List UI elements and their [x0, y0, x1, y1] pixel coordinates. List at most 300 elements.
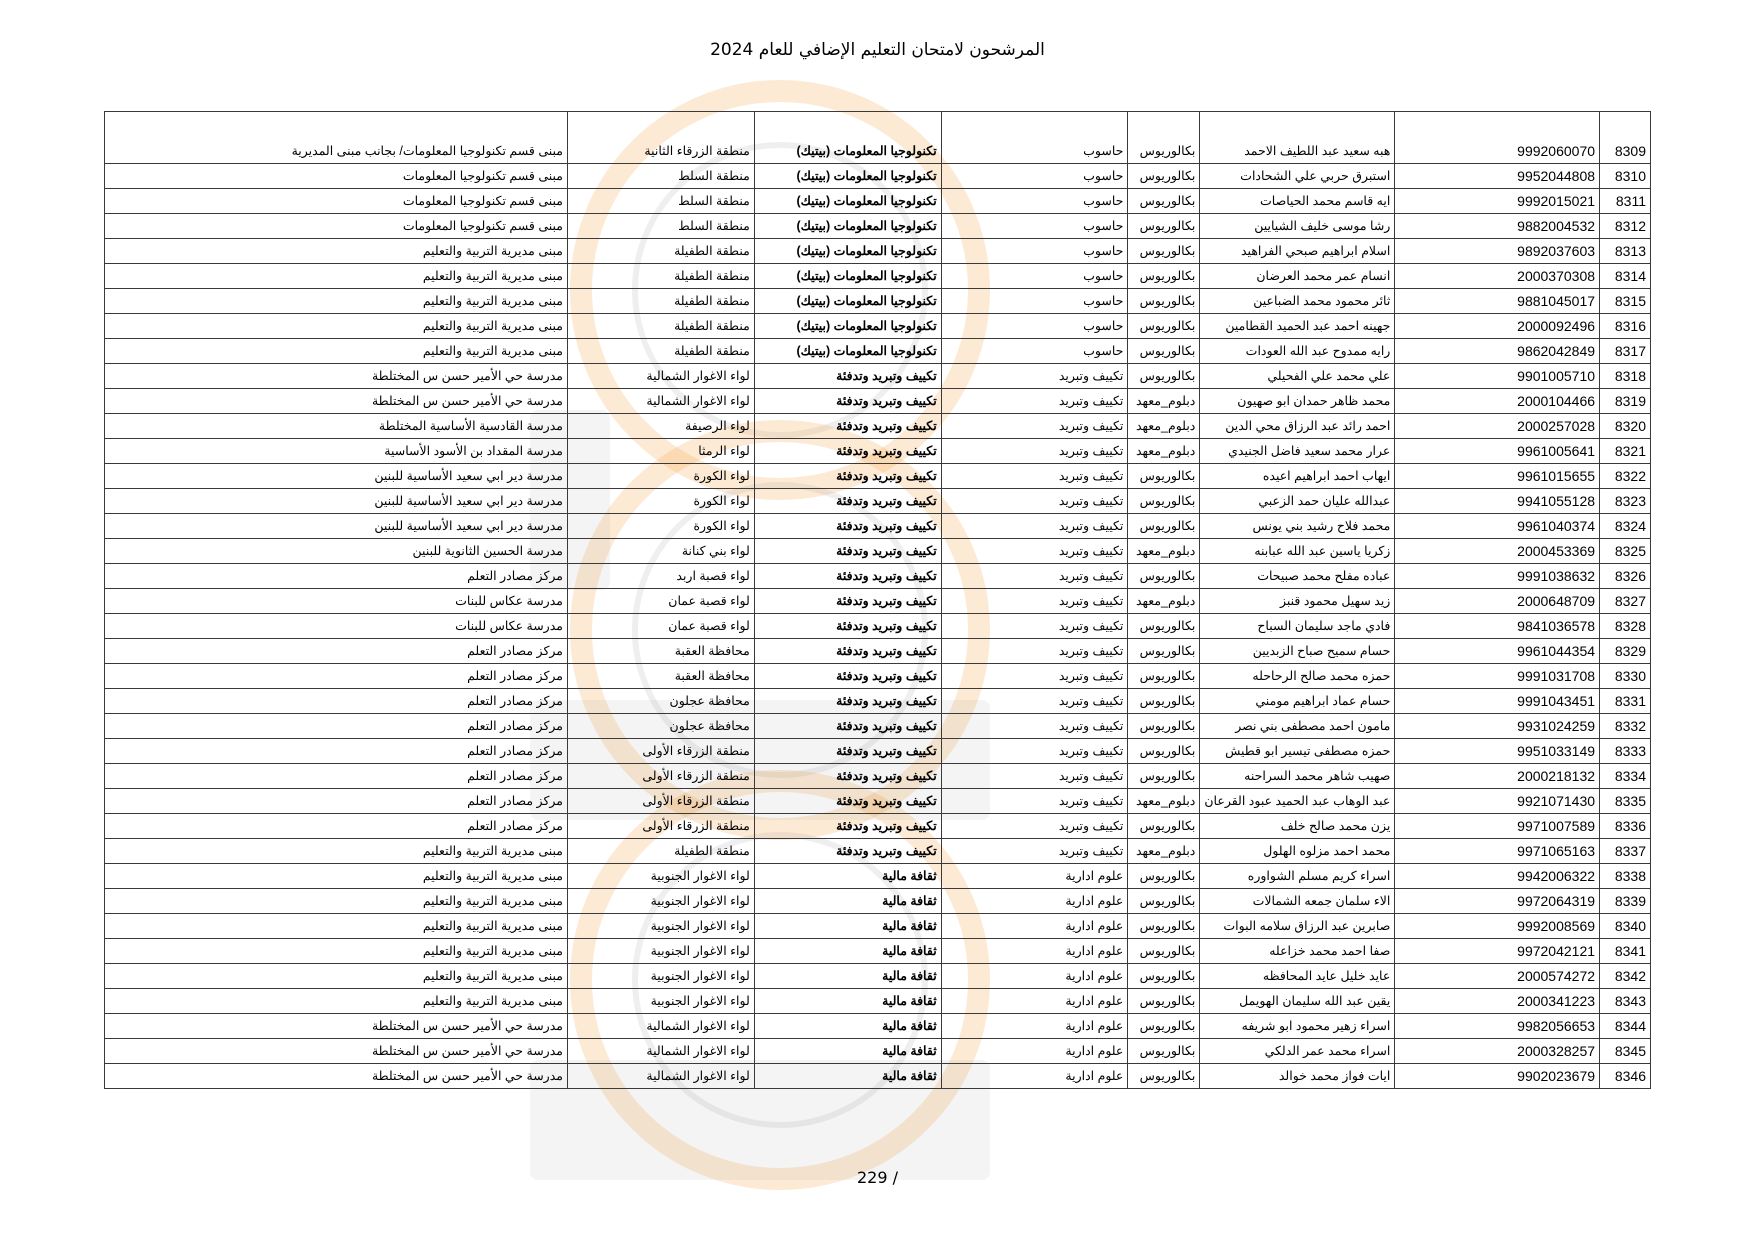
sequence-number-cell: 8315: [1600, 289, 1651, 314]
major-cell: حاسوب: [941, 289, 1128, 314]
specialty-cell: تكييف وتبريد وتدفئة: [754, 789, 941, 814]
exam-center-cell: مركز مصادر التعلم: [105, 639, 568, 664]
table-row: [105, 989, 1651, 1014]
exam-center-cell: مدرسة عكاس للبنات: [105, 589, 568, 614]
region-cell: منطقة الزرقاء الأولى: [567, 789, 754, 814]
region-cell: لواء قصبة عمان: [567, 589, 754, 614]
national-id-cell: 9961005641: [1395, 439, 1600, 464]
exam-center-cell: مركز مصادر التعلم: [105, 764, 568, 789]
major-cell: حاسوب: [941, 239, 1128, 264]
specialty-cell: تكييف وتبريد وتدفئة: [754, 614, 941, 639]
region-cell: لواء الاغوار الشمالية: [567, 1064, 754, 1089]
specialty-cell: تكييف وتبريد وتدفئة: [754, 814, 941, 839]
specialty-cell: تكنولوجيا المعلومات (بيتيك): [754, 189, 941, 214]
national-id-cell: 2000370308: [1395, 264, 1600, 289]
exam-center-cell: مبنى مديرية التربية والتعليم: [105, 914, 568, 939]
degree-cell: بكالوريوس: [1128, 214, 1200, 239]
specialty-cell: تكييف وتبريد وتدفئة: [754, 414, 941, 439]
region-cell: محافظة عجلون: [567, 714, 754, 739]
table-row: [105, 764, 1651, 789]
candidate-name-cell: اسراء كريم مسلم الشواوره: [1200, 864, 1395, 889]
region-cell: لواء الاغوار الشمالية: [567, 1039, 754, 1064]
degree-cell: بكالوريوس: [1128, 614, 1200, 639]
region-cell: لواء الاغوار الجنوبية: [567, 964, 754, 989]
exam-center-cell: مبنى قسم تكنولوجيا المعلومات/ بجانب مبنى المديرية: [105, 112, 568, 164]
region-cell: محافظة عجلون: [567, 689, 754, 714]
sequence-number-cell: 8312: [1600, 214, 1651, 239]
major-cell: حاسوب: [941, 189, 1128, 214]
table-row: [105, 389, 1651, 414]
table-row: [105, 1014, 1651, 1039]
candidate-name-cell: ثائر محمود محمد الضباعين: [1200, 289, 1395, 314]
sequence-number-cell: 8319: [1600, 389, 1651, 414]
table-row: [105, 214, 1651, 239]
degree-cell: بكالوريوس: [1128, 314, 1200, 339]
degree-cell: بكالوريوس: [1128, 814, 1200, 839]
exam-center-cell: مبنى مديرية التربية والتعليم: [105, 839, 568, 864]
sequence-number-cell: 8337: [1600, 839, 1651, 864]
national-id-cell: 9882004532: [1395, 214, 1600, 239]
national-id-cell: 9862042849: [1395, 339, 1600, 364]
candidate-name-cell: زيد سهيل محمود قنبز: [1200, 589, 1395, 614]
table-row: [105, 639, 1651, 664]
candidate-name-cell: عبد الوهاب عبد الحميد عبود القرعان: [1200, 789, 1395, 814]
candidate-name-cell: يقين عبد الله سليمان الهويمل: [1200, 989, 1395, 1014]
degree-cell: بكالوريوس: [1128, 689, 1200, 714]
sequence-number-cell: 8331: [1600, 689, 1651, 714]
national-id-cell: 2000341223: [1395, 989, 1600, 1014]
sequence-number-cell: 8332: [1600, 714, 1651, 739]
region-cell: منطقة السلط: [567, 189, 754, 214]
candidate-name-cell: جهينه احمد عبد الحميد القطامين: [1200, 314, 1395, 339]
specialty-cell: تكييف وتبريد وتدفئة: [754, 364, 941, 389]
table-row: [105, 614, 1651, 639]
candidate-name-cell: مامون احمد مصطفى بني نصر: [1200, 714, 1395, 739]
degree-cell: بكالوريوس: [1128, 514, 1200, 539]
specialty-cell: ثقافة مالية: [754, 939, 941, 964]
exam-center-cell: مركز مصادر التعلم: [105, 689, 568, 714]
region-cell: لواء الكورة: [567, 514, 754, 539]
degree-cell: دبلوم_معهد: [1128, 414, 1200, 439]
major-cell: علوم ادارية: [941, 989, 1128, 1014]
sequence-number-cell: 8311: [1600, 189, 1651, 214]
major-cell: علوم ادارية: [941, 914, 1128, 939]
exam-center-cell: مدرسة عكاس للبنات: [105, 614, 568, 639]
exam-center-cell: مدرسة دير ابي سعيد الأساسية للبنين: [105, 514, 568, 539]
candidate-name-cell: صابرين عبد الرزاق سلامه البوات: [1200, 914, 1395, 939]
specialty-cell: تكييف وتبريد وتدفئة: [754, 564, 941, 589]
sequence-number-cell: 8323: [1600, 489, 1651, 514]
candidate-name-cell: عباده مفلح محمد صبيحات: [1200, 564, 1395, 589]
degree-cell: دبلوم_معهد: [1128, 789, 1200, 814]
specialty-cell: تكييف وتبريد وتدفئة: [754, 839, 941, 864]
sequence-number-cell: 8343: [1600, 989, 1651, 1014]
degree-cell: دبلوم_معهد: [1128, 539, 1200, 564]
region-cell: منطقة الطفيلة: [567, 264, 754, 289]
specialty-cell: تكييف وتبريد وتدفئة: [754, 464, 941, 489]
table-row: [105, 864, 1651, 889]
national-id-cell: 2000218132: [1395, 764, 1600, 789]
specialty-cell: تكييف وتبريد وتدفئة: [754, 389, 941, 414]
exam-center-cell: مدرسة دير ابي سعيد الأساسية للبنين: [105, 489, 568, 514]
major-cell: تكييف وتبريد: [941, 489, 1128, 514]
exam-center-cell: مبنى مديرية التربية والتعليم: [105, 889, 568, 914]
national-id-cell: 9941055128: [1395, 489, 1600, 514]
specialty-cell: تكييف وتبريد وتدفئة: [754, 589, 941, 614]
national-id-cell: 2000328257: [1395, 1039, 1600, 1064]
degree-cell: بكالوريوس: [1128, 864, 1200, 889]
sequence-number-cell: 8335: [1600, 789, 1651, 814]
sequence-number-cell: 8345: [1600, 1039, 1651, 1064]
region-cell: منطقة الطفيلة: [567, 239, 754, 264]
national-id-cell: 9972042121: [1395, 939, 1600, 964]
candidate-name-cell: صهيب شاهر محمد السراحنه: [1200, 764, 1395, 789]
degree-cell: بكالوريوس: [1128, 189, 1200, 214]
major-cell: تكييف وتبريد: [941, 589, 1128, 614]
degree-cell: بكالوريوس: [1128, 289, 1200, 314]
exam-center-cell: مدرسة حي الأمير حسن س المختلطة: [105, 364, 568, 389]
specialty-cell: تكييف وتبريد وتدفئة: [754, 664, 941, 689]
table-row: [105, 964, 1651, 989]
national-id-cell: 9961015655: [1395, 464, 1600, 489]
candidate-name-cell: زكريا ياسين عبد الله عبابنه: [1200, 539, 1395, 564]
specialty-cell: ثقافة مالية: [754, 1014, 941, 1039]
sequence-number-cell: 8314: [1600, 264, 1651, 289]
region-cell: منطقة السلط: [567, 214, 754, 239]
specialty-cell: ثقافة مالية: [754, 889, 941, 914]
sequence-number-cell: 8313: [1600, 239, 1651, 264]
specialty-cell: ثقافة مالية: [754, 964, 941, 989]
table-row: [105, 1039, 1651, 1064]
degree-cell: بكالوريوس: [1128, 889, 1200, 914]
major-cell: تكييف وتبريد: [941, 539, 1128, 564]
exam-center-cell: مبنى قسم تكنولوجيا المعلومات: [105, 189, 568, 214]
sequence-number-cell: 8324: [1600, 514, 1651, 539]
region-cell: لواء الرمثا: [567, 439, 754, 464]
candidate-name-cell: رشا موسى خليف الشيايين: [1200, 214, 1395, 239]
candidate-name-cell: ايه قاسم محمد الحياصات: [1200, 189, 1395, 214]
table-row: [105, 589, 1651, 614]
sequence-number-cell: 8342: [1600, 964, 1651, 989]
candidate-name-cell: حسام سميح صباح الزبديين: [1200, 639, 1395, 664]
degree-cell: بكالوريوس: [1128, 1039, 1200, 1064]
exam-center-cell: مدرسة حي الأمير حسن س المختلطة: [105, 389, 568, 414]
region-cell: منطقة الزرقاء الأولى: [567, 814, 754, 839]
major-cell: تكييف وتبريد: [941, 839, 1128, 864]
exam-center-cell: مبنى مديرية التربية والتعليم: [105, 314, 568, 339]
exam-center-cell: مبنى مديرية التربية والتعليم: [105, 864, 568, 889]
candidate-name-cell: اسلام ابراهيم صبحي الفراهيد: [1200, 239, 1395, 264]
table-row: [105, 789, 1651, 814]
degree-cell: بكالوريوس: [1128, 739, 1200, 764]
exam-center-cell: مبنى قسم تكنولوجيا المعلومات: [105, 214, 568, 239]
candidate-name-cell: حسام عماد ابراهيم مومني: [1200, 689, 1395, 714]
degree-cell: دبلوم_معهد: [1128, 589, 1200, 614]
specialty-cell: تكييف وتبريد وتدفئة: [754, 539, 941, 564]
exam-center-cell: مبنى مديرية التربية والتعليم: [105, 939, 568, 964]
major-cell: تكييف وتبريد: [941, 439, 1128, 464]
national-id-cell: 9992060070: [1395, 112, 1600, 164]
sequence-number-cell: 8325: [1600, 539, 1651, 564]
major-cell: علوم ادارية: [941, 864, 1128, 889]
sequence-number-cell: 8341: [1600, 939, 1651, 964]
region-cell: منطقة الطفيلة: [567, 339, 754, 364]
exam-center-cell: مبنى مديرية التربية والتعليم: [105, 964, 568, 989]
national-id-cell: 9881045017: [1395, 289, 1600, 314]
major-cell: علوم ادارية: [941, 1039, 1128, 1064]
national-id-cell: 9991038632: [1395, 564, 1600, 589]
table-row: [105, 514, 1651, 539]
region-cell: لواء الاغوار الشمالية: [567, 1014, 754, 1039]
major-cell: تكييف وتبريد: [941, 364, 1128, 389]
degree-cell: بكالوريوس: [1128, 664, 1200, 689]
candidate-name-cell: رايه ممدوح عبد الله العودات: [1200, 339, 1395, 364]
specialty-cell: تكييف وتبريد وتدفئة: [754, 689, 941, 714]
sequence-number-cell: 8316: [1600, 314, 1651, 339]
table-row: [105, 814, 1651, 839]
exam-center-cell: مدرسة حي الأمير حسن س المختلطة: [105, 1064, 568, 1089]
region-cell: منطقة الزرقاء الثانية: [567, 112, 754, 164]
exam-center-cell: مدرسة المقداد بن الأسود الأساسية: [105, 439, 568, 464]
region-cell: لواء الرصيفة: [567, 414, 754, 439]
sequence-number-cell: 8322: [1600, 464, 1651, 489]
region-cell: لواء بني كنانة: [567, 539, 754, 564]
region-cell: منطقة الطفيلة: [567, 314, 754, 339]
sequence-number-cell: 8317: [1600, 339, 1651, 364]
specialty-cell: ثقافة مالية: [754, 1039, 941, 1064]
specialty-cell: تكييف وتبريد وتدفئة: [754, 439, 941, 464]
national-id-cell: 9892037603: [1395, 239, 1600, 264]
national-id-cell: 9992015021: [1395, 189, 1600, 214]
major-cell: تكييف وتبريد: [941, 389, 1128, 414]
specialty-cell: ثقافة مالية: [754, 989, 941, 1014]
sequence-number-cell: 8344: [1600, 1014, 1651, 1039]
national-id-cell: 9952044808: [1395, 164, 1600, 189]
specialty-cell: تكنولوجيا المعلومات (بيتيك): [754, 339, 941, 364]
table-row: [105, 364, 1651, 389]
national-id-cell: 9961040374: [1395, 514, 1600, 539]
exam-center-cell: مبنى مديرية التربية والتعليم: [105, 289, 568, 314]
degree-cell: بكالوريوس: [1128, 939, 1200, 964]
degree-cell: بكالوريوس: [1128, 489, 1200, 514]
region-cell: لواء الاغوار الشمالية: [567, 389, 754, 414]
region-cell: منطقة الزرقاء الأولى: [567, 764, 754, 789]
degree-cell: دبلوم_معهد: [1128, 389, 1200, 414]
exam-center-cell: مركز مصادر التعلم: [105, 714, 568, 739]
candidate-name-cell: حمزه مصطفى تيسير ابو قطيش: [1200, 739, 1395, 764]
specialty-cell: تكييف وتبريد وتدفئة: [754, 489, 941, 514]
major-cell: علوم ادارية: [941, 1064, 1128, 1089]
specialty-cell: ثقافة مالية: [754, 914, 941, 939]
degree-cell: بكالوريوس: [1128, 464, 1200, 489]
table-row: [105, 289, 1651, 314]
region-cell: منطقة الطفيلة: [567, 289, 754, 314]
national-id-cell: 9841036578: [1395, 614, 1600, 639]
exam-center-cell: مدرسة دير ابي سعيد الأساسية للبنين: [105, 464, 568, 489]
page-number: 229 /: [856, 1168, 898, 1187]
region-cell: لواء قصبة عمان: [567, 614, 754, 639]
national-id-cell: 9902023679: [1395, 1064, 1600, 1089]
exam-center-cell: مبنى قسم تكنولوجيا المعلومات: [105, 164, 568, 189]
national-id-cell: 9991031708: [1395, 664, 1600, 689]
major-cell: علوم ادارية: [941, 939, 1128, 964]
major-cell: حاسوب: [941, 214, 1128, 239]
national-id-cell: 2000648709: [1395, 589, 1600, 614]
specialty-cell: تكنولوجيا المعلومات (بيتيك): [754, 112, 941, 164]
degree-cell: بكالوريوس: [1128, 1064, 1200, 1089]
specialty-cell: تكييف وتبريد وتدفئة: [754, 714, 941, 739]
exam-center-cell: مدرسة حي الأمير حسن س المختلطة: [105, 1014, 568, 1039]
degree-cell: بكالوريوس: [1128, 764, 1200, 789]
specialty-cell: تكييف وتبريد وتدفئة: [754, 514, 941, 539]
major-cell: حاسوب: [941, 314, 1128, 339]
major-cell: تكييف وتبريد: [941, 789, 1128, 814]
sequence-number-cell: 8333: [1600, 739, 1651, 764]
exam-center-cell: مبنى مديرية التربية والتعليم: [105, 989, 568, 1014]
table-row: [105, 889, 1651, 914]
specialty-cell: تكييف وتبريد وتدفئة: [754, 639, 941, 664]
national-id-cell: 9982056653: [1395, 1014, 1600, 1039]
region-cell: محافظة العقبة: [567, 664, 754, 689]
table-row: [105, 414, 1651, 439]
candidate-name-cell: اسراء محمد عمر الدلكي: [1200, 1039, 1395, 1064]
region-cell: منطقة الزرقاء الأولى: [567, 739, 754, 764]
degree-cell: بكالوريوس: [1128, 112, 1200, 164]
national-id-cell: 9921071430: [1395, 789, 1600, 814]
exam-center-cell: مبنى مديرية التربية والتعليم: [105, 239, 568, 264]
table-row: [105, 739, 1651, 764]
sequence-number-cell: 8327: [1600, 589, 1651, 614]
major-cell: تكييف وتبريد: [941, 764, 1128, 789]
major-cell: حاسوب: [941, 264, 1128, 289]
candidate-name-cell: حمزه محمد صالح الرحاحله: [1200, 664, 1395, 689]
region-cell: لواء الاغوار الجنوبية: [567, 914, 754, 939]
major-cell: تكييف وتبريد: [941, 714, 1128, 739]
degree-cell: بكالوريوس: [1128, 239, 1200, 264]
region-cell: لواء الاغوار الجنوبية: [567, 889, 754, 914]
table-row: [105, 689, 1651, 714]
specialty-cell: تكنولوجيا المعلومات (بيتيك): [754, 164, 941, 189]
table-row: [105, 564, 1651, 589]
major-cell: تكييف وتبريد: [941, 814, 1128, 839]
degree-cell: بكالوريوس: [1128, 339, 1200, 364]
candidates-table: [104, 111, 1651, 1089]
sequence-number-cell: 8320: [1600, 414, 1651, 439]
degree-cell: بكالوريوس: [1128, 989, 1200, 1014]
sequence-number-cell: 8330: [1600, 664, 1651, 689]
degree-cell: بكالوريوس: [1128, 364, 1200, 389]
degree-cell: بكالوريوس: [1128, 964, 1200, 989]
national-id-cell: 9942006322: [1395, 864, 1600, 889]
sequence-number-cell: 8318: [1600, 364, 1651, 389]
major-cell: تكييف وتبريد: [941, 614, 1128, 639]
document-title: المرشحون لامتحان التعليم الإضافي للعام 2024: [710, 40, 1045, 60]
table-row: [105, 664, 1651, 689]
major-cell: حاسوب: [941, 164, 1128, 189]
table-row: [105, 1064, 1651, 1089]
major-cell: علوم ادارية: [941, 889, 1128, 914]
sequence-number-cell: 8310: [1600, 164, 1651, 189]
region-cell: لواء الكورة: [567, 489, 754, 514]
exam-center-cell: مبنى مديرية التربية والتعليم: [105, 264, 568, 289]
table-row: [105, 164, 1651, 189]
table-row: [105, 239, 1651, 264]
national-id-cell: 2000574272: [1395, 964, 1600, 989]
region-cell: لواء قصبة اربد: [567, 564, 754, 589]
sequence-number-cell: 8321: [1600, 439, 1651, 464]
sequence-number-cell: 8340: [1600, 914, 1651, 939]
national-id-cell: 9971065163: [1395, 839, 1600, 864]
national-id-cell: 2000453369: [1395, 539, 1600, 564]
degree-cell: دبلوم_معهد: [1128, 439, 1200, 464]
degree-cell: بكالوريوس: [1128, 639, 1200, 664]
national-id-cell: 9961044354: [1395, 639, 1600, 664]
candidate-name-cell: هبه سعيد عبد اللطيف الاحمد: [1200, 112, 1395, 164]
candidate-name-cell: الاء سلمان جمعه الشمالات: [1200, 889, 1395, 914]
national-id-cell: 2000257028: [1395, 414, 1600, 439]
table-row: [105, 464, 1651, 489]
degree-cell: بكالوريوس: [1128, 164, 1200, 189]
major-cell: تكييف وتبريد: [941, 739, 1128, 764]
sequence-number-cell: 8334: [1600, 764, 1651, 789]
table-row: [105, 189, 1651, 214]
table-row: [105, 839, 1651, 864]
sequence-number-cell: 8338: [1600, 864, 1651, 889]
sequence-number-cell: 8309: [1600, 112, 1651, 164]
national-id-cell: 2000092496: [1395, 314, 1600, 339]
specialty-cell: تكييف وتبريد وتدفئة: [754, 764, 941, 789]
candidate-name-cell: احمد رائد عبد الرزاق محي الدين: [1200, 414, 1395, 439]
sequence-number-cell: 8326: [1600, 564, 1651, 589]
specialty-cell: تكنولوجيا المعلومات (بيتيك): [754, 214, 941, 239]
national-id-cell: 9991043451: [1395, 689, 1600, 714]
candidate-name-cell: صفا احمد محمد خزاعله: [1200, 939, 1395, 964]
region-cell: محافظة العقبة: [567, 639, 754, 664]
candidate-name-cell: محمد فلاح رشيد بني يونس: [1200, 514, 1395, 539]
major-cell: علوم ادارية: [941, 964, 1128, 989]
exam-center-cell: مدرسة حي الأمير حسن س المختلطة: [105, 1039, 568, 1064]
candidate-name-cell: محمد ظاهر حمدان ابو صهيون: [1200, 389, 1395, 414]
degree-cell: بكالوريوس: [1128, 914, 1200, 939]
exam-center-cell: مركز مصادر التعلم: [105, 739, 568, 764]
exam-center-cell: مركز مصادر التعلم: [105, 814, 568, 839]
major-cell: تكييف وتبريد: [941, 564, 1128, 589]
candidate-name-cell: عرار محمد سعيد فاضل الجنيدي: [1200, 439, 1395, 464]
sequence-number-cell: 8329: [1600, 639, 1651, 664]
national-id-cell: 2000104466: [1395, 389, 1600, 414]
exam-center-cell: مدرسة الحسين الثانوية للبنين: [105, 539, 568, 564]
candidate-name-cell: علي محمد علي الفحيلي: [1200, 364, 1395, 389]
region-cell: منطقة السلط: [567, 164, 754, 189]
major-cell: تكييف وتبريد: [941, 689, 1128, 714]
specialty-cell: ثقافة مالية: [754, 1064, 941, 1089]
candidate-name-cell: اسراء زهير محمود ابو شريفه: [1200, 1014, 1395, 1039]
degree-cell: دبلوم_معهد: [1128, 839, 1200, 864]
exam-center-cell: مركز مصادر التعلم: [105, 564, 568, 589]
national-id-cell: 9972064319: [1395, 889, 1600, 914]
candidate-name-cell: ايات فواز محمد خوالد: [1200, 1064, 1395, 1089]
national-id-cell: 9951033149: [1395, 739, 1600, 764]
major-cell: حاسوب: [941, 339, 1128, 364]
candidate-name-cell: يزن محمد صالح خلف: [1200, 814, 1395, 839]
candidate-name-cell: استبرق حربي علي الشحادات: [1200, 164, 1395, 189]
sequence-number-cell: 8336: [1600, 814, 1651, 839]
major-cell: تكييف وتبريد: [941, 514, 1128, 539]
specialty-cell: تكنولوجيا المعلومات (بيتيك): [754, 264, 941, 289]
national-id-cell: 9931024259: [1395, 714, 1600, 739]
specialty-cell: ثقافة مالية: [754, 864, 941, 889]
major-cell: تكييف وتبريد: [941, 414, 1128, 439]
